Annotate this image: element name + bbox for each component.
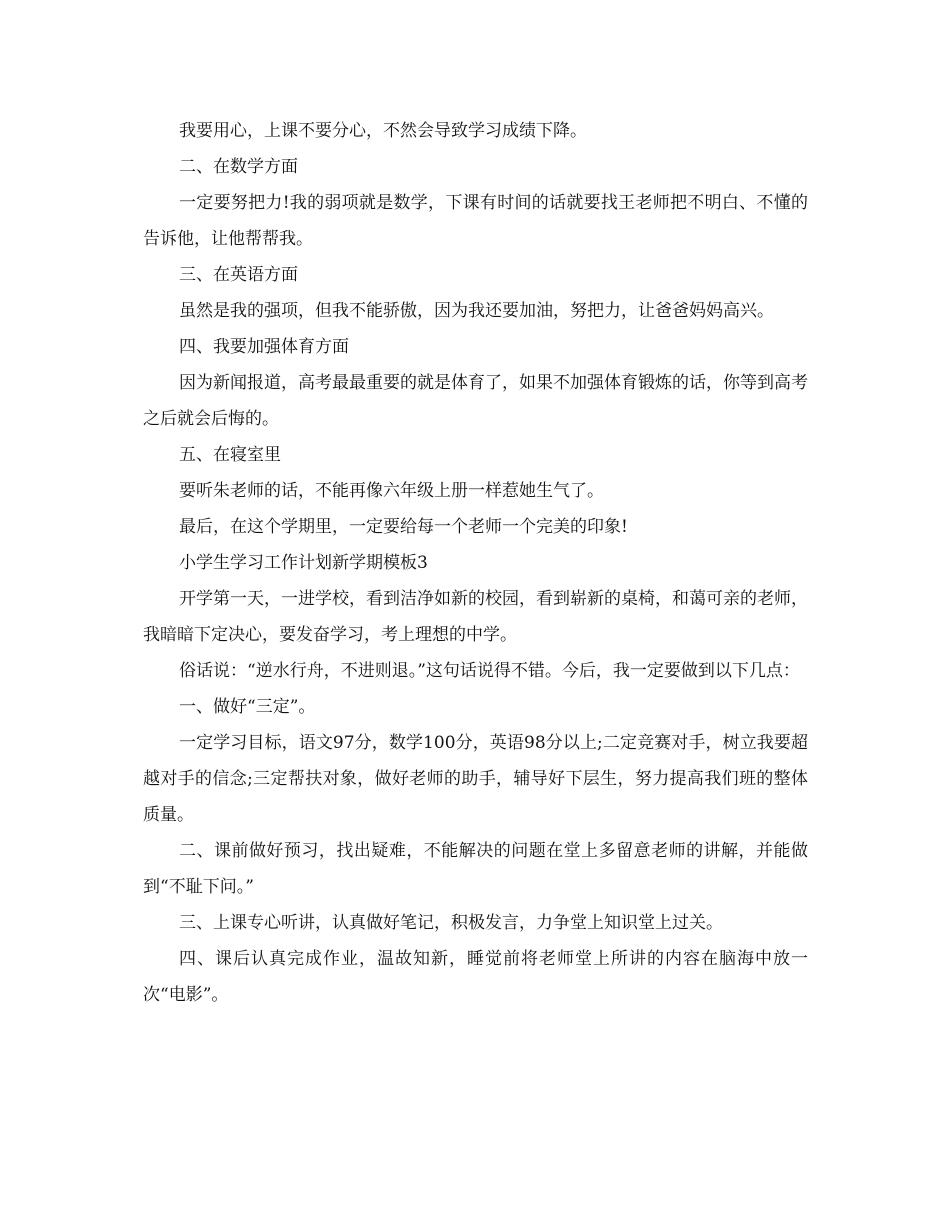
section-heading: 一、做好“三定”。: [179, 697, 316, 717]
paragraph: 最后，在这个学期里，一定要给每一个老师一个完美的印象!: [179, 517, 628, 537]
paragraph: 因为新闻报道，高考最最重要的就是体育了，如果不加强体育锻炼的话，你等到高考之后就会后悔的。: [143, 373, 808, 429]
paragraph: 开学第一天，一进学校，看到洁净如新的校园，看到崭新的桌椅，和蔼可亲的老师，我暗暗下定决心，要发奋学习，考上理想的中学。: [143, 589, 808, 645]
paragraph: 要听朱老师的话，不能再像六年级上册一样惹她生气了。: [179, 481, 604, 501]
section-heading: 三、在英语方面: [179, 265, 298, 285]
section-heading: 二、在数学方面: [179, 157, 298, 177]
paragraph: 三、上课专心听讲，认真做好笔记，积极发言，力争堂上知识堂上过关。: [179, 913, 723, 933]
paragraph: 二、课前做好预习，找出疑难，不能解决的问题在堂上多留意老师的讲解，并能做到“不耻下问。”: [143, 841, 808, 897]
paragraph: 一定要努把力!我的弱项就是数学，下课有时间的话就要找王老师把不明白、不懂的告诉他，让他帮帮我。: [143, 193, 808, 249]
section-heading: 四、我要加强体育方面: [179, 337, 349, 357]
paragraph: 四、课后认真完成作业，温故知新，睡觉前将老师堂上所讲的内容在脑海中放一次“电影”。: [143, 949, 808, 1005]
paragraph: 我要用心，上课不要分心，不然会导致学习成绩下降。: [179, 121, 587, 141]
document-section-title: 小学生学习工作计划新学期模板3: [179, 553, 428, 573]
paragraph: 俗话说：“逆水行舟，不进则退。”这句话说得不错。今后，我一定要做到以下几点：: [179, 661, 800, 681]
document-body: [143, 113, 808, 1013]
section-heading: 五、在寝室里: [179, 445, 281, 465]
paragraph: 一定学习目标，语文97分，数学100分，英语98分以上;二定竞赛对手，树立我要超越对手的信念;三定帮扶对象，做好老师的助手，辅导好下层生，努力提高我们班的整体质量。: [143, 733, 808, 825]
paragraph: 虽然是我的强项，但我不能骄傲，因为我还要加油，努把力，让爸爸妈妈高兴。: [179, 301, 774, 321]
